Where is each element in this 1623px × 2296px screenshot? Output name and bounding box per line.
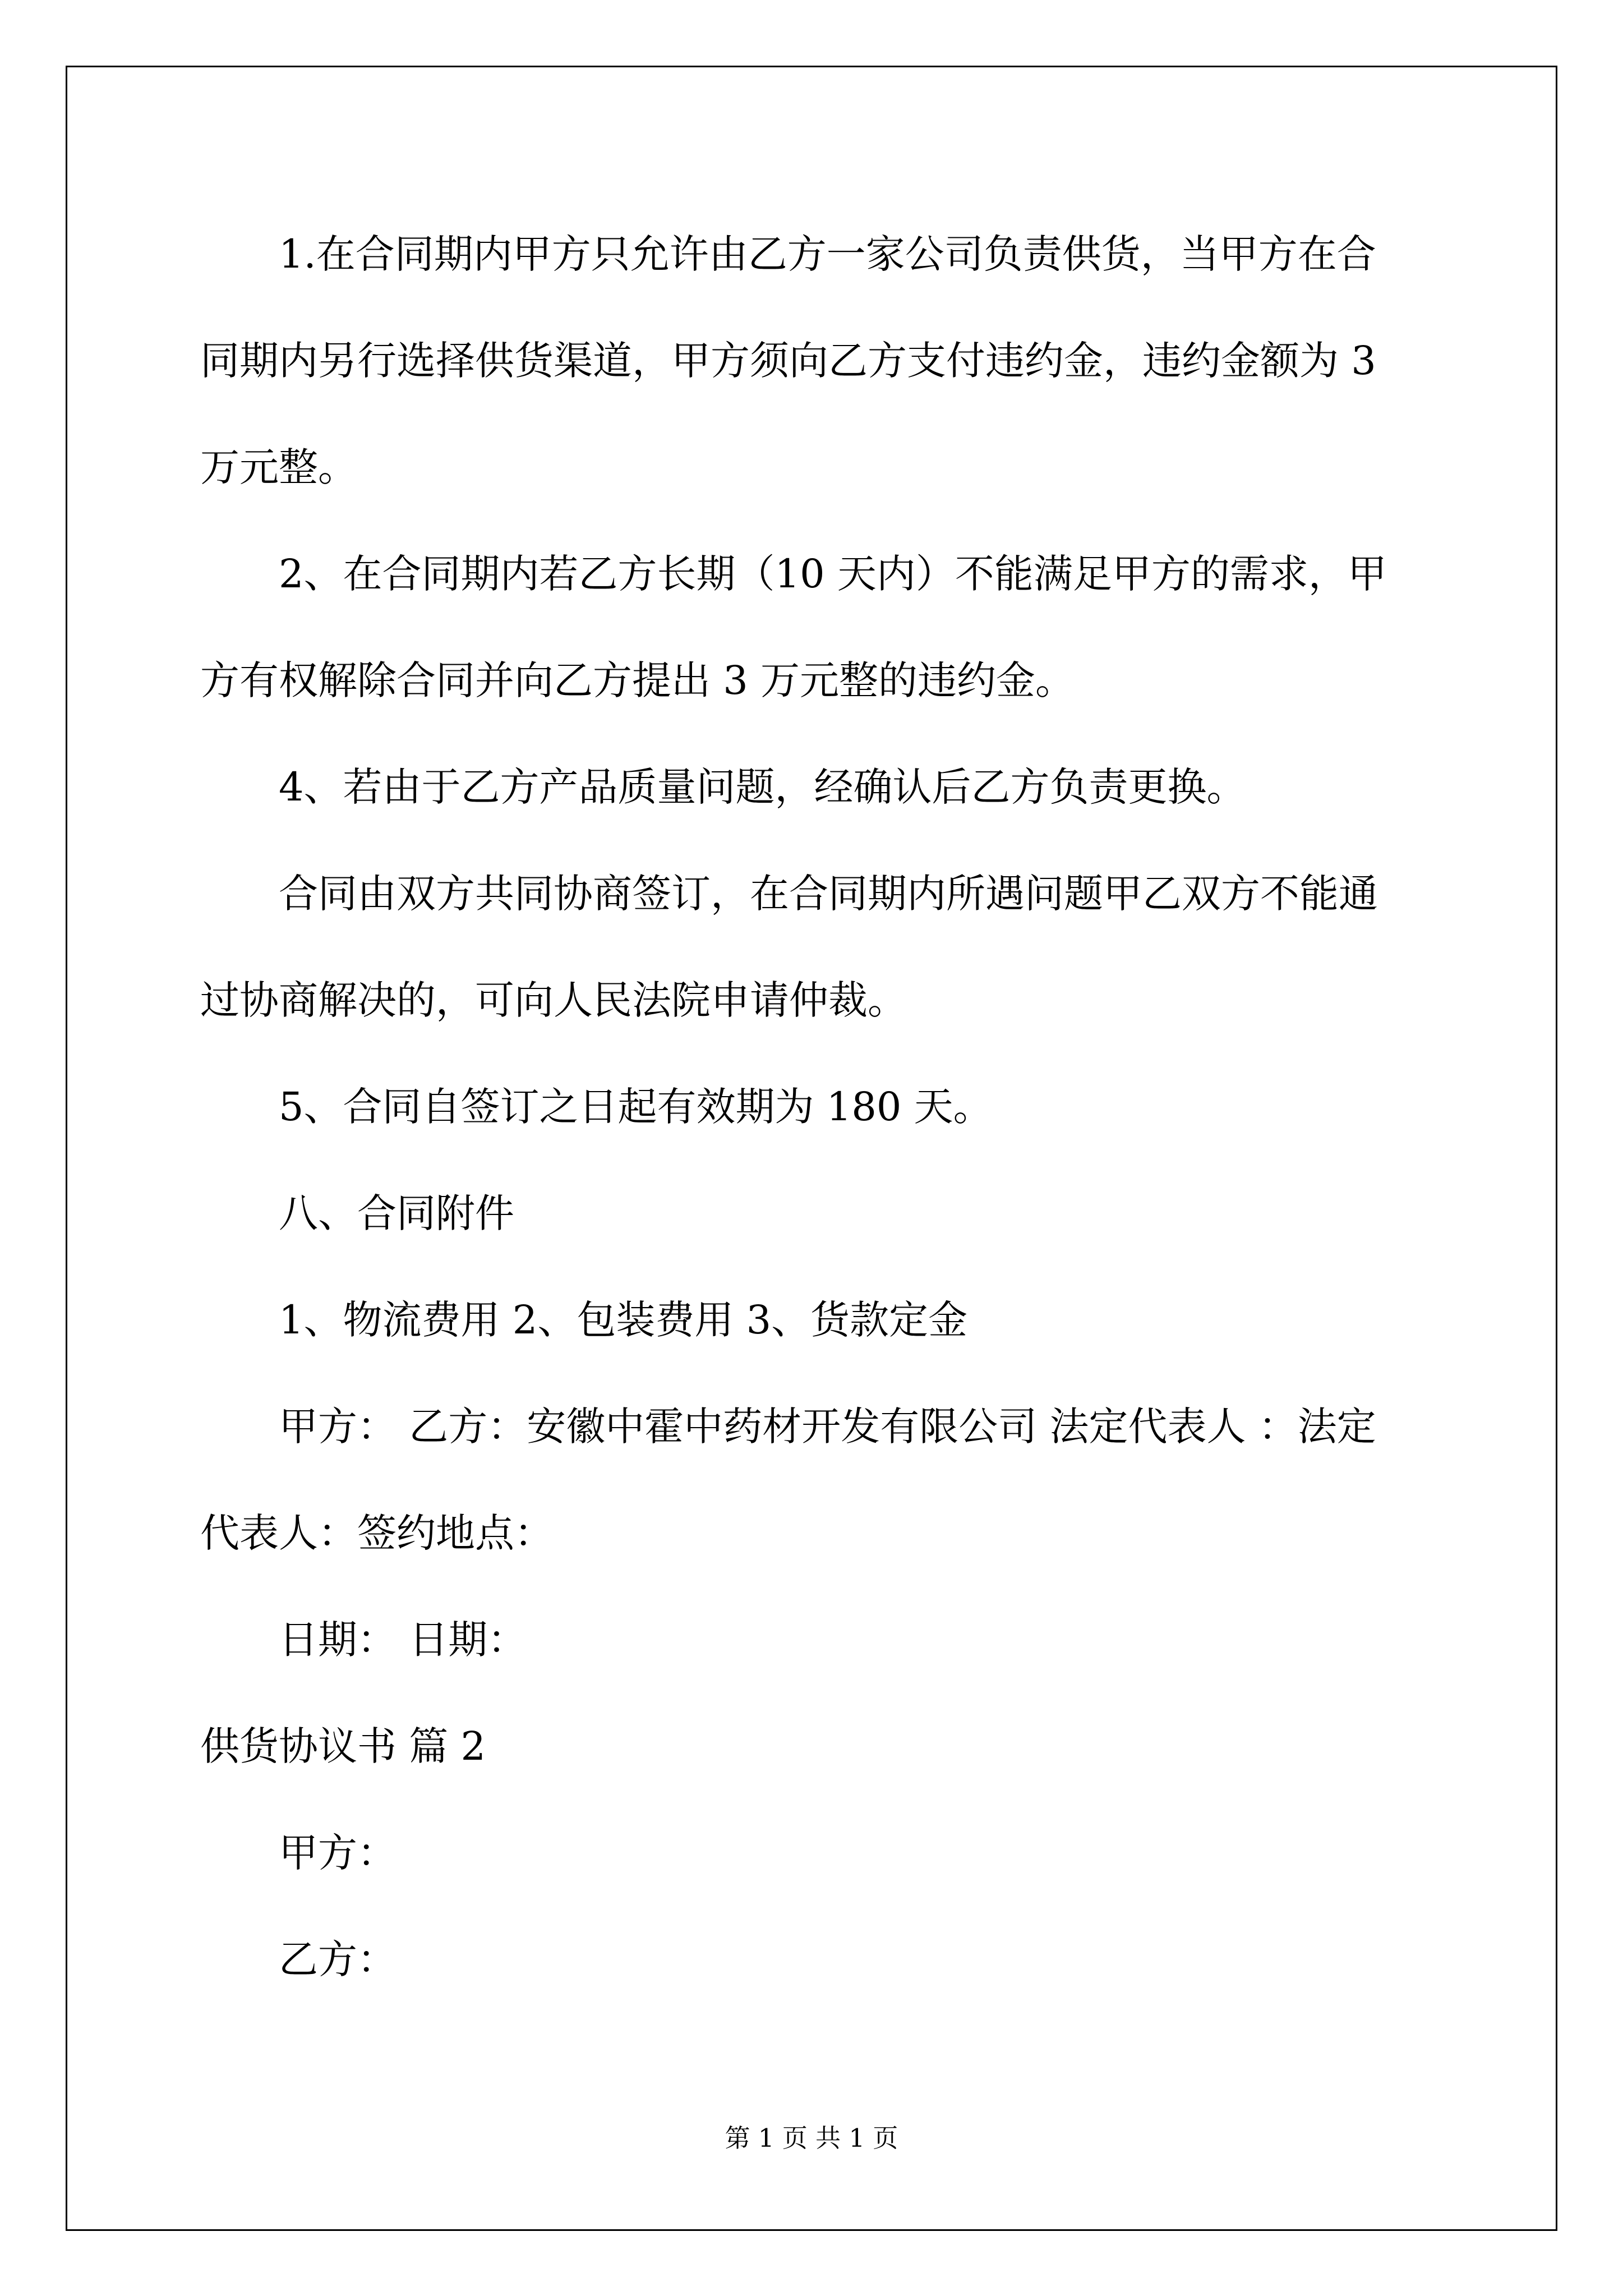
page-number-footer: 第 1 页 共 1 页 xyxy=(725,2123,898,2153)
doc-2-title: 供货协议书 篇 2 xyxy=(200,1723,486,1769)
party-b-label: 乙方： xyxy=(279,1936,396,1982)
arbitration-line-1: 合同由双方共同协商签订，在合同期内所遇问题甲乙双方不能通 xyxy=(279,871,1378,917)
page-border xyxy=(66,66,1557,2231)
arbitration-line-2: 过协商解决的，可向人民法院申请仲裁。 xyxy=(200,977,907,1023)
clause-1-line-3: 万元整。 xyxy=(200,444,357,490)
signature-parties-line-1: 甲方： 乙方：安徽中霍中药材开发有限公司 法定代表人 ：法定 xyxy=(279,1404,1376,1450)
attachments-list: 1、物流费用 2、包装费用 3、货款定金 xyxy=(279,1297,968,1343)
party-a-label: 甲方： xyxy=(279,1830,396,1876)
clause-5: 5、合同自签订之日起有效期为 180 天。 xyxy=(279,1084,993,1130)
signature-parties-line-2: 代表人：签约地点： xyxy=(200,1510,554,1556)
clause-1-line-1: 1.在合同期内甲方只允许由乙方一家公司负责供货，当甲方在合 xyxy=(279,231,1376,277)
clause-2-line-2: 方有权解除合同并向乙方提出 3 万元整的违约金。 xyxy=(200,657,1075,703)
clause-1-line-2: 同期内另行选择供货渠道，甲方须向乙方支付违约金，违约金额为 3 xyxy=(200,338,1376,384)
section-heading-attachments: 八、合同附件 xyxy=(279,1190,514,1236)
signature-dates: 日期： 日期： xyxy=(279,1617,527,1663)
clause-2-line-1: 2、在合同期内若乙方长期（10 天内）不能满足甲方的需求，甲 xyxy=(279,551,1387,597)
clause-4: 4、若由于乙方产品质量问题，经确认后乙方负责更换。 xyxy=(279,764,1246,810)
